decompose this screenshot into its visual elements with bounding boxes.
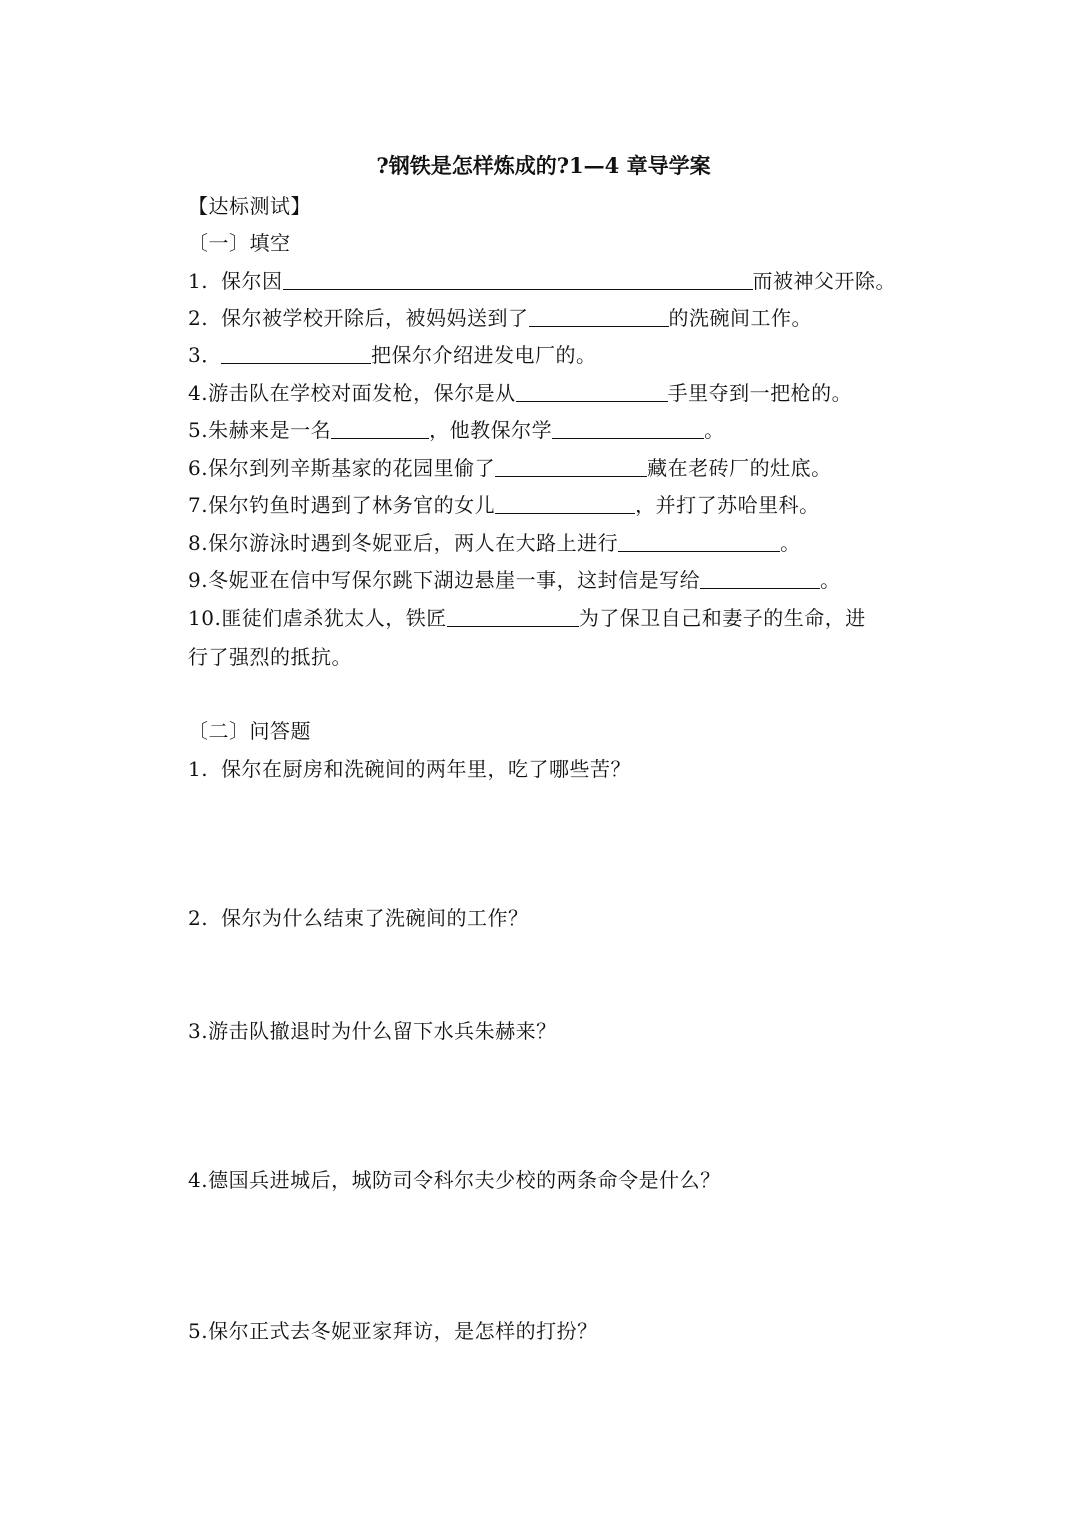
item-text-pre: 冬妮亚在信中写保尔跳下湖边悬崖一事，这封信是写给 <box>208 568 701 592</box>
item-text-post: ，并打了苏哈里科。 <box>635 493 820 517</box>
item-text-mid: ，他教保尔学 <box>429 418 553 442</box>
item-text-post: 。 <box>820 568 841 592</box>
part1-heading: 〔一〕填空 <box>188 231 291 255</box>
question-text: 保尔为什么结束了洗碗间的工作？ <box>221 906 529 930</box>
fill-item-7 <box>188 492 820 518</box>
question-4 <box>188 1167 721 1193</box>
answer-blank[interactable] <box>331 418 429 439</box>
item-text-pre: 保尔被学校开除后，被妈妈送到了 <box>221 306 529 330</box>
answer-blank[interactable] <box>495 456 647 477</box>
question-5 <box>188 1318 598 1344</box>
item-number: 6. <box>188 456 209 480</box>
question-1 <box>188 756 631 782</box>
question-text: 游击队撤退时为什么留下水兵朱赫来？ <box>208 1019 557 1043</box>
fill-item-6 <box>188 455 832 481</box>
question-number: 1. <box>188 757 209 781</box>
fill-item-1 <box>188 268 896 294</box>
answer-blank[interactable] <box>552 418 704 439</box>
question-number: 5. <box>188 1319 209 1343</box>
fill-item-3 <box>188 342 597 368</box>
item-number: 8. <box>188 531 209 555</box>
item-number: 1. <box>188 269 209 293</box>
item-text-pre: 游击队在学校对面发枪，保尔是从 <box>208 381 516 405</box>
item-text-post: 而被神父开除。 <box>752 269 896 293</box>
fill-item-4 <box>188 380 852 406</box>
item-number: 5. <box>188 418 209 442</box>
item-number: 10. <box>188 606 222 630</box>
answer-blank[interactable] <box>529 306 669 327</box>
fill-item-10 <box>188 605 866 631</box>
item-text-post: 。 <box>780 531 801 555</box>
item-text-post: 为了保卫自己和妻子的生命，进 <box>578 606 866 630</box>
item-text-pre: 保尔钓鱼时遇到了林务官的女儿 <box>208 493 496 517</box>
fill-item-9 <box>188 567 841 593</box>
item-text-post: 把保尔介绍进发电厂的。 <box>371 343 597 367</box>
item-number: 2. <box>188 306 209 330</box>
fill-item-8 <box>188 530 801 556</box>
question-text: 德国兵进城后，城防司令科尔夫少校的两条命令是什么？ <box>208 1168 721 1192</box>
fill-item-2 <box>188 305 812 331</box>
item-number: 3． <box>188 343 222 367</box>
item-number: 9. <box>188 568 209 592</box>
question-number: 2. <box>188 906 209 930</box>
item-text-post: 手里夺到一把枪的。 <box>667 381 853 405</box>
item-text-pre: 保尔游泳时遇到冬妮亚后，两人在大路上进行 <box>208 531 619 555</box>
answer-blank[interactable] <box>221 343 371 364</box>
item-number: 7. <box>188 493 209 517</box>
item-text-pre: 朱赫来是一名 <box>208 418 332 442</box>
section-label: 【达标测试】 <box>188 194 311 218</box>
question-text: 保尔在厨房和洗碗间的两年里，吃了哪些苦？ <box>221 757 631 781</box>
question-number: 4. <box>188 1168 209 1192</box>
part2-heading: 〔二〕问答题 <box>188 719 311 743</box>
item-text-post: 藏在老砖厂的灶底。 <box>647 456 832 480</box>
item-text-post: 。 <box>704 418 725 442</box>
item-number: 4. <box>188 381 209 405</box>
item-text-pre: 匪徒们虐杀犹太人，铁匠 <box>221 606 447 630</box>
fill-item-5 <box>188 417 725 443</box>
fill-item-10-continuation: 行了强烈的抵抗。 <box>188 645 352 669</box>
answer-blank[interactable] <box>283 269 753 290</box>
answer-blank[interactable] <box>447 606 579 627</box>
answer-blank[interactable] <box>618 531 780 552</box>
question-number: 3. <box>188 1019 209 1043</box>
document-title: ?钢铁是怎样炼成的?1—4 章导学案 <box>376 153 711 178</box>
question-2 <box>188 905 529 931</box>
question-3 <box>188 1018 557 1044</box>
item-text-pre: 保尔到列辛斯基家的花园里偷了 <box>208 456 496 480</box>
answer-blank[interactable] <box>700 568 820 589</box>
item-text-post: 的洗碗间工作。 <box>668 306 812 330</box>
question-text: 保尔正式去冬妮亚家拜访，是怎样的打扮？ <box>208 1319 598 1343</box>
answer-blank[interactable] <box>495 493 635 514</box>
item-text-pre: 保尔因 <box>221 269 283 293</box>
answer-blank[interactable] <box>516 381 668 402</box>
